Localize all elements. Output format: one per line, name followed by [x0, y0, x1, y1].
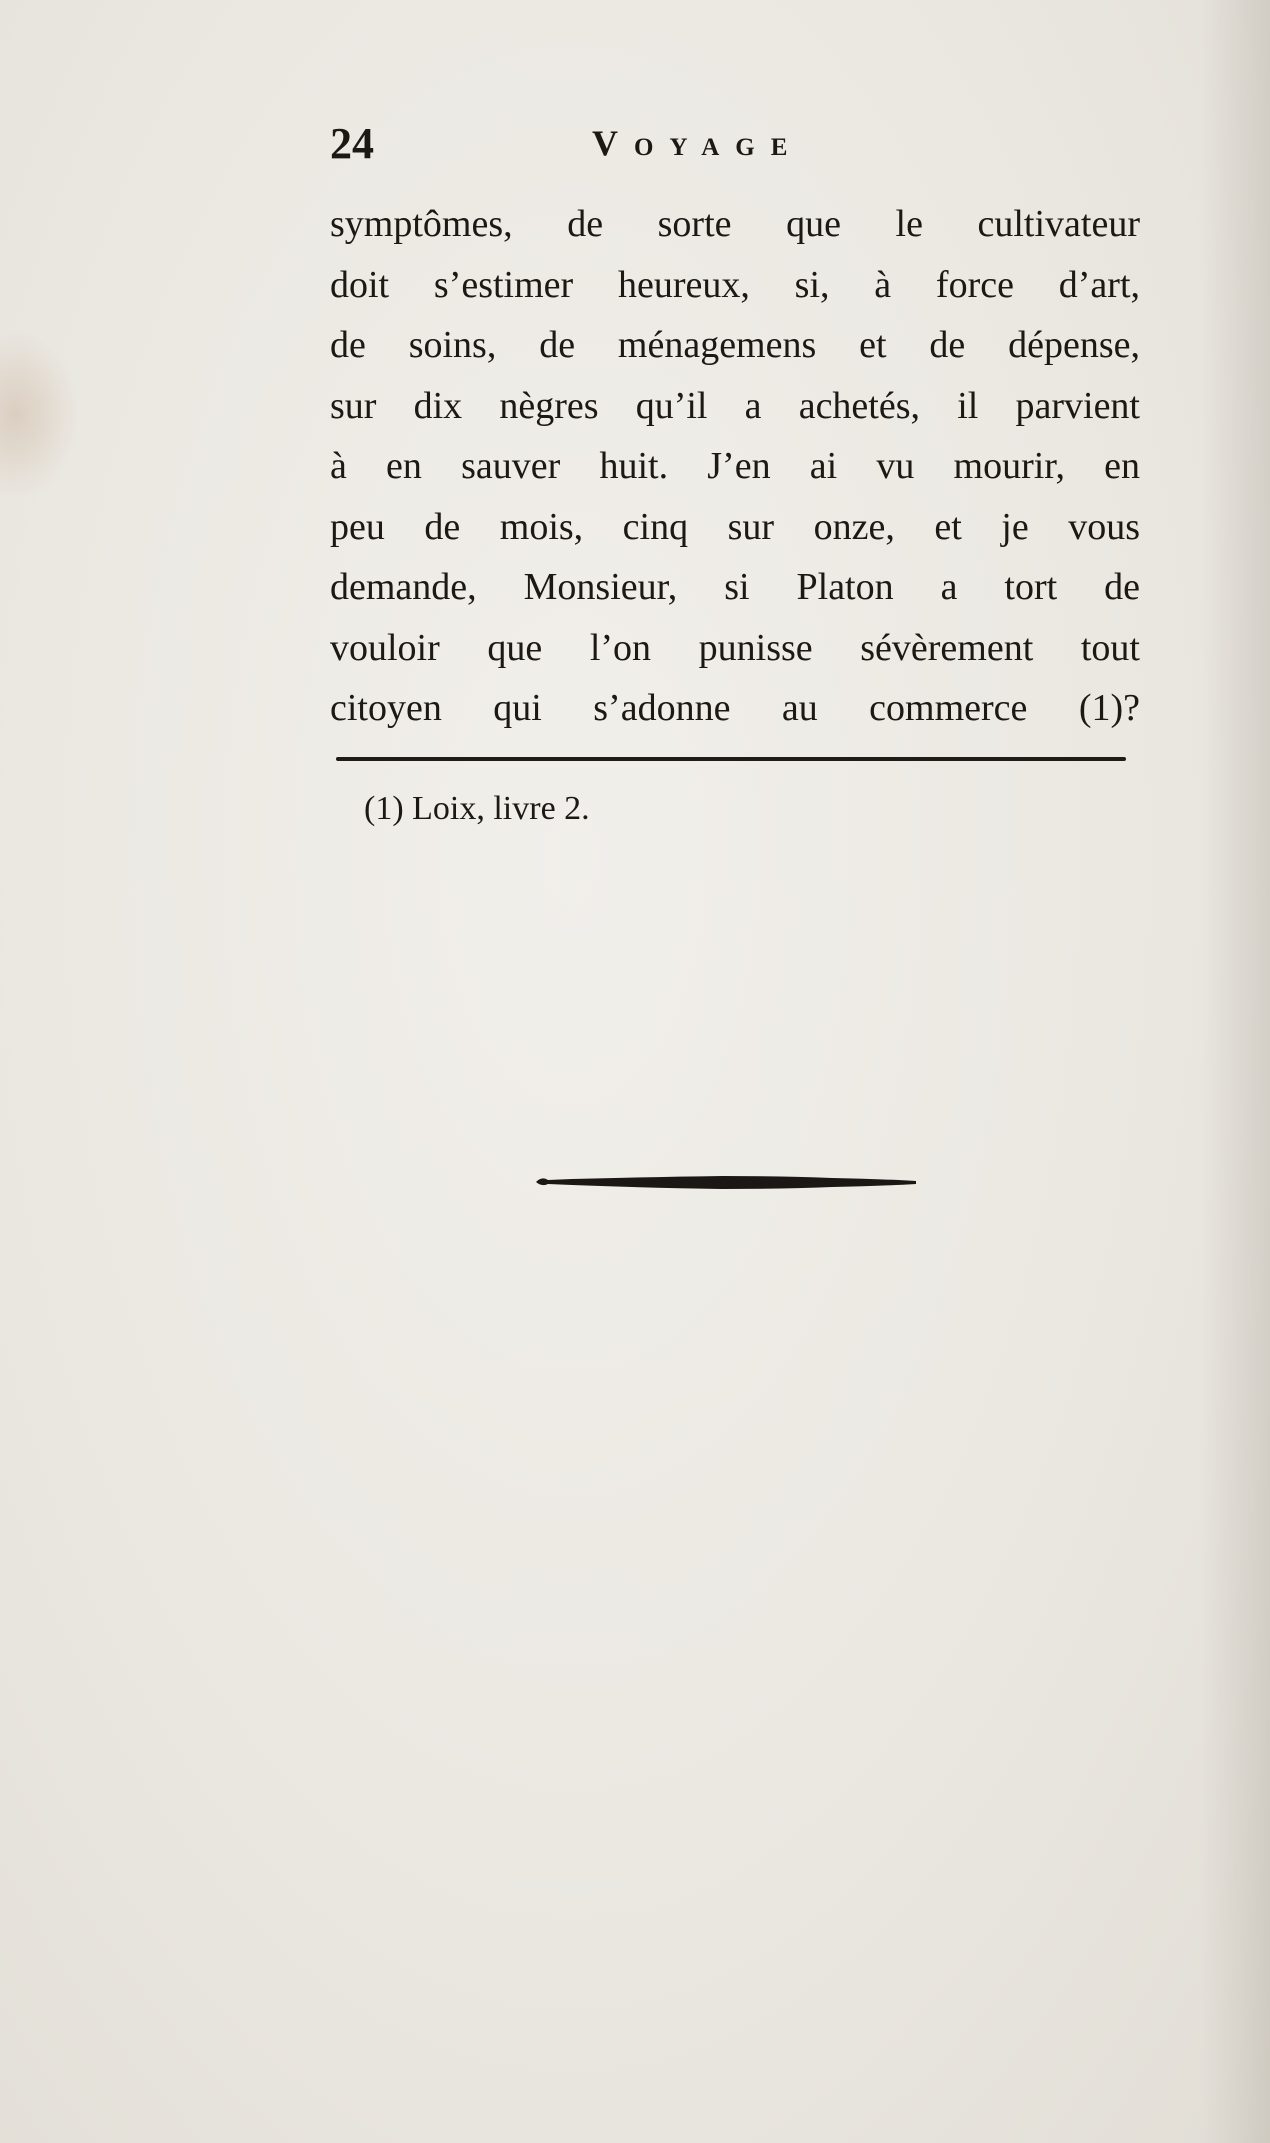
- body-text: [330, 194, 1140, 739]
- page-number: 24: [330, 119, 374, 168]
- ornamental-tailpiece: [532, 1170, 918, 1196]
- text-line: peu de mois, cinq sur onze, et je vous: [330, 505, 1140, 548]
- text-line: de soins, de ménagemens et de dépense,: [330, 324, 1140, 366]
- text-line: citoyen qui s’adonne au commerce (1)?: [330, 687, 1140, 729]
- text-line: vouloir que l’on punisse sévèrement tout: [330, 626, 1140, 669]
- text-line: sur dix nègres qu’il a achetés, il parvient: [330, 384, 1140, 427]
- text-line: demande, Monsieur, si Platon a tort de: [330, 566, 1140, 608]
- running-head: [330, 118, 1150, 178]
- text-line: à en sauver huit. J’en ai vu mourir, en: [330, 445, 1140, 487]
- footnote: (1) Loix, livre 2.: [364, 790, 590, 827]
- footnote-rule: [336, 757, 1126, 761]
- text-line: symptômes, de sorte que le cultivateur: [330, 203, 1140, 245]
- running-title: Voyage: [592, 123, 804, 163]
- text-line: doit s’estimer heureux, si, à force d’art,: [330, 263, 1140, 306]
